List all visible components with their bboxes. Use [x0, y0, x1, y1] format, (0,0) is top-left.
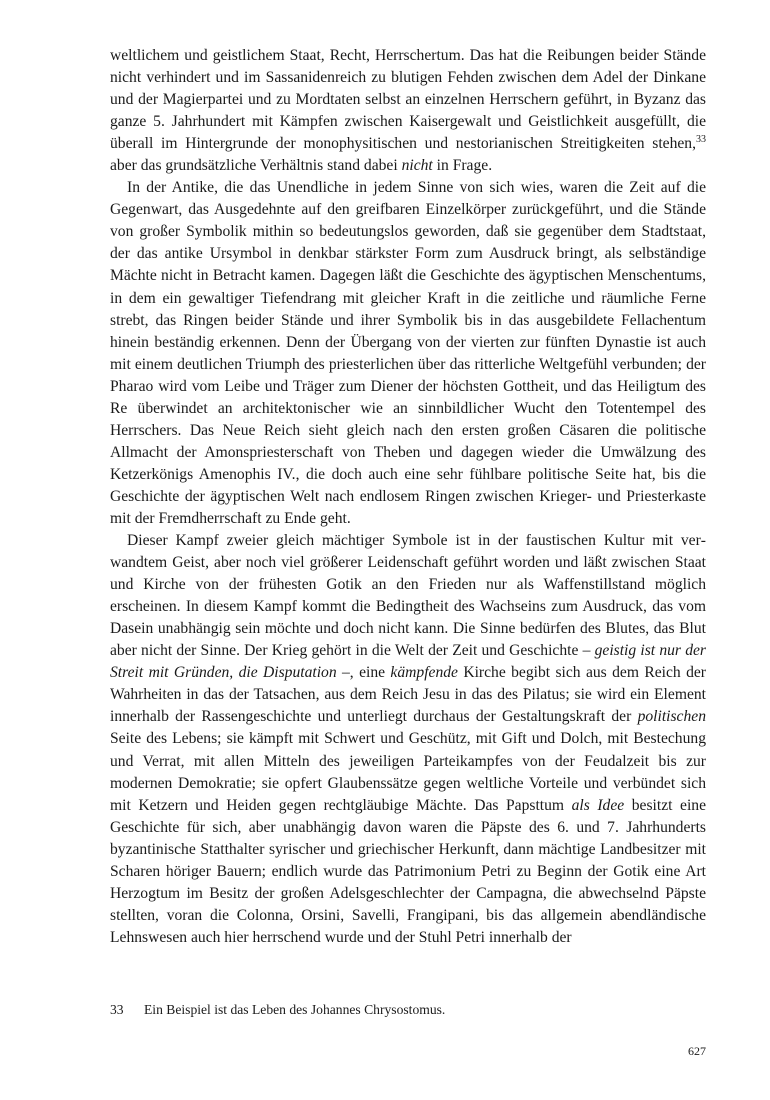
main-text: [110, 45, 706, 949]
text-run: in Frage.: [432, 157, 493, 175]
emphasis: als Idee: [571, 796, 625, 814]
text-run: Kirche begibt sich aus dem Reich der Wahrheiten in das der Tatsachen, aus dem Reich Jesu in das des Pilatus; sie wird ein Element innerhalb der Rassengeschichte und unterliegt durchaus der Gestaltungskraft der: [110, 664, 706, 726]
page-number: 627: [688, 1044, 706, 1058]
footnote-reference: 33: [696, 134, 706, 146]
paragraph: In der Antike, die das Unendliche in jedem Sinne von sich wies, waren die Zeit auf die Gegenwart, das Ausgedehnte auf den greifbaren Einzelkörper zurückgeführt, und die Stände von großer Symbolik mithin so bedeutungslos geworden, daß sie gegenüber dem Stadtstaat, der das antike Ursymbol in denkbar stärkster Form zum Ausdruck bringt, als selbständige Mächte nicht in Betracht kamen. Dagegen läßt die Geschichte des ägyptischen Menschentums, in dem ein gewaltiger Tiefendrang mit gleicher Kraft in die zeitliche und räumliche Ferne strebt, das Ringen beider Stände und ihrer Symbolik bis in das ausgebildete Fellachentum hinein beständig erkennen. Denn der Übergang von der vierten zur fünften Dynastie ist auch mit einem deutlichen Triumph des priesterlichen über das ritterliche Weltgefühl verbunden; der Pharao wird vom Leibe und Träger zum Diener der höchsten Gottheit, und das Heiligtum des Re überwindet an architektonischer wie an sinnbildlicher Wucht den Totentempel des Herrschers. Das Neue Reich sieht gleich nach den ersten großen Cäsaren die politische Allmacht der Amonspriesterschaft von Theben und dagegen wieder die Umwälzung des Ketzerkönigs Amenophis IV., die doch auch eine sehr fühlbare politische Seite hat, bis die Geschichte der ägyptischen Welt nach endlosem Ringen zwischen Krieger- und Priesterkaste mit der Fremdherrschaft zu Ende geht.: [110, 179, 706, 527]
emphasis: kämpfende: [390, 664, 458, 682]
text-run: weltlichem und geistlichem Staat, Recht, Herrschertum. Das hat die Reibungen beider Stände nicht verhindert und im Sassanidenreich zu blutigen Fehden zwischen dem Adel der Dinkane und der Magierpartei und zu Mordtaten selbst an einzelnen Herrschern geführt, in Byzanz das ganze 5. Jahrhundert mit Kämpfen zwischen Kaisergewalt und Geistlichkeit ausgefüllt, die überall im Hintergrunde der monophysitischen und nestorianischen Streitigkeiten stehen,: [110, 47, 706, 153]
emphasis: nicht: [401, 157, 433, 175]
footnote-number: 33: [110, 1002, 124, 1017]
text-run: besitzt eine Geschichte für sich, aber unabhängig davon waren die Päpste des 6. und 7. Jahrhunderts byzantinische Statthalter syrischer und griechischer Herkunft, dann mächtige Landbesitzer mit Scharen höriger Bauern; endlich wurde das Patrimonium Petri zu Beginn der Gotik eine Art Herzogtum im Besitz der großen Adelsgeschlechter der Campagna, die abwechselnd Päpste stellten, voran die Colonna, Orsini, Savelli, Frangipani, bis das allgemein abendländische Lehnswesen auch hier herrschend wurde und der Stuhl Petri innerhalb der: [110, 796, 706, 946]
paragraph: [110, 45, 706, 177]
text-run: Dieser Kampf zweier gleich mächtiger Symbole ist in der faustischen Kultur mit verwandtem Geist, aber noch viel größerer Leidenschaft geführt worden und läßt zwischen Staat und Kirche von der frühesten Gotik an den Frieden nur als Waffenstillstand möglich erscheinen. In diesem Kampf kommt die Bedingtheit des Wachseins zum Ausdruck, das vom Dasein unabhängig sein möchte und doch nicht kann. Die Sinne bedürfen des Blutes, das Blut aber nicht der Sinne. Der Krieg gehört in die Welt der Zeit und Geschichte –: [110, 532, 706, 660]
text-run: aber das grundsätzliche Verhältnis stand dabei: [110, 157, 402, 175]
footnote-text: Ein Beispiel ist das Leben des Johannes Chrysostomus.: [144, 1002, 446, 1017]
text-run: Seite des Lebens; sie kämpft mit Schwert und Geschütz, mit Gift und Dolch, mit Bestechung und Verrat, mit allen Mitteln des jeweiligen Parteikampfes von der Feudalzeit bis zur modernen Demokratie; sie opfert Glaubenssätze gegen weltliche Vorteile und verbündet sich mit Ketzern und Heiden gegen rechtgläubige Mächte. Das Papsttum: [110, 730, 706, 814]
footnote: [110, 1001, 706, 1019]
paragraph: [110, 530, 706, 949]
text-run: –, eine: [336, 664, 391, 682]
emphasis: politischen: [637, 708, 706, 726]
emphasis: geistig ist nur der Streit mit Gründen, die Disputation: [110, 642, 706, 682]
